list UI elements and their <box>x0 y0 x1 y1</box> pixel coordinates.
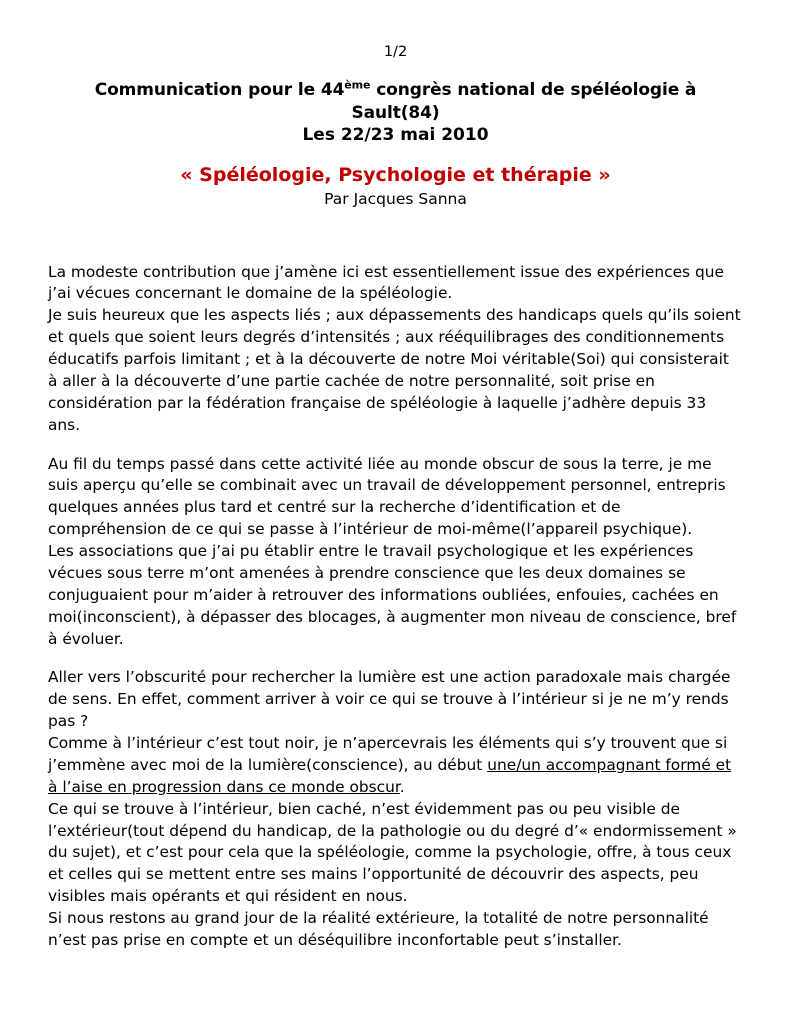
page-title <box>48 79 743 124</box>
document-heading: « Spéléologie, Psychologie et thérapie » <box>180 163 611 186</box>
paragraph-3 <box>48 667 743 951</box>
document-body <box>48 262 743 952</box>
title-suffix: congrès national de spéléologie à Sault(84) <box>351 80 697 123</box>
paragraph-3-underlined-text: une/un accompagnant formé et à l’aise en progression dans ce monde obscur <box>48 755 732 796</box>
title-prefix: Communication pour le 44 <box>94 80 345 101</box>
page-number: 1/2 <box>383 44 408 60</box>
page-subtitle: Les 22/23 mai 2010 <box>302 125 489 146</box>
paragraph-3-part2: . Ce qui se trouve à l’intérieur, bien caché, n’est évidemment pas ou peu visible de l’extérieur(tout dépend du handicap, de la pathologie ou du degré d’« endormissement » du sujet), et c’est pour cela que la spéléologie, comme la psychologie, offre, à tous ceux et celles qui se mettent entre ses mains l’opportunité de découvrir des aspects, peu visibles mais opérants et qui résident en nous. Si nous restons au grand jour de la réalité extérieure, la totalité de notre personnalité n’est pas prise en compte et un déséquilibre inconfortable peut s’installer. <box>48 777 737 949</box>
title-ordinal-suffix: ème <box>344 78 371 92</box>
document-author: Par Jacques Sanna <box>324 190 467 209</box>
title-block <box>48 79 743 209</box>
paragraph-3-part1: Aller vers l’obscurité pour rechercher la lumière est une action paradoxale mais chargée de sens. En effet, comment arriver à voir ce qui se trouve à l’intérieur si je ne m’y rends pas ? Comme à l’intérieur c’est tout noir, je n’apercevrais les éléments qui s’y trouvent que si j’emmène avec moi de la lumière(conscience), au début <box>48 668 731 774</box>
paragraph-1: La modeste contribution que j’amène ici est essentiellement issue des expériences que j’ai vécues concernant le domaine de la spéléologie. Je suis heureux que les aspects liés ; aux dépassements des handicaps quels qu’ils soient et quels que soient leurs degrés d’intensités ; aux rééquilibrages des conditionnements éducatifs parfois limitant ; et à la découverte de notre Moi véritable(Soi) qui consisterait à aller à la découverte d’une partie cachée de notre personnalité, soit prise en considération par la fédération française de spéléologie à laquelle j’adhère depuis 33 ans. <box>48 262 741 434</box>
paragraph-2: Au fil du temps passé dans cette activité liée au monde obscur de sous la terre, je me suis aperçu qu’elle se combinait avec un travail de développement personnel, entrepris quelques années plus tard et centré sur la recherche d’identification et de compréhension de ce qui se passe à l’intérieur de moi-même(l’appareil psychique). Les associations que j’ai pu établir entre le travail psychologique et les expériences vécues sous terre m’ont amenées à prendre conscience que les deux domaines se conjuguaient pour m’aider à retrouver des informations oubliées, enfouies, cachées en moi(inconscient), à dépasser des blocages, à augmenter mon niveau de conscience, bref à évoluer. <box>48 454 737 648</box>
